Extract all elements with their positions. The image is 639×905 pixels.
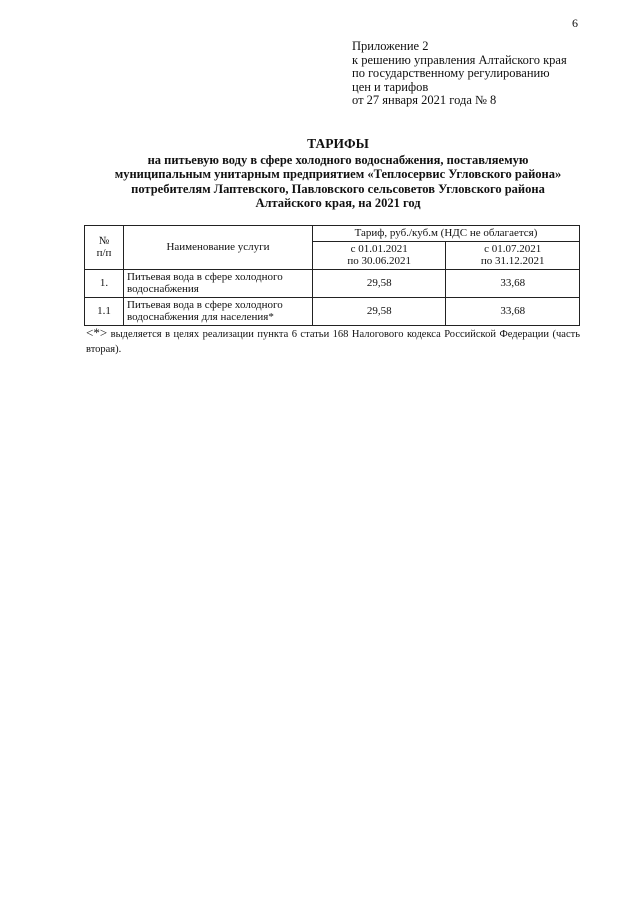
- row-value-1: 29,58: [313, 269, 446, 297]
- header-service: Наименование услуги: [124, 226, 313, 270]
- footnote: [86, 325, 580, 357]
- page-number: 6: [572, 16, 578, 30]
- title-line: на питьевую воду в сфере холодного водоснабжения, поставляемую: [147, 152, 529, 167]
- annex-line: Приложение 2: [352, 39, 429, 53]
- tariffs-table: [84, 225, 580, 326]
- table-header-row: [85, 226, 580, 242]
- row-service-line2: водоснабжения: [127, 283, 199, 295]
- row-service: [124, 297, 313, 325]
- row-value-1: 29,58: [313, 297, 446, 325]
- annex-header: [352, 40, 567, 108]
- footnote-text: выделяется в целях реализации пункта 6 статьи 168 Налогового кодекса Российской Федерации (часть вторая).: [86, 329, 580, 355]
- table-row: [85, 297, 580, 325]
- period-2-from: с 01.07.2021: [484, 242, 542, 255]
- period-1-to: по 30.06.2021: [347, 255, 412, 267]
- header-num-line2: п/п: [96, 247, 112, 260]
- title-line: муниципальным унитарным предприятием «Теплосервис Угловского района»: [114, 167, 562, 182]
- title-heading: ТАРИФЫ: [307, 136, 369, 151]
- row-service-line2: водоснабжения для населения*: [127, 311, 274, 323]
- annex-line: цен и тарифов: [352, 79, 429, 94]
- annex-line: от 27 января 2021 года № 8: [352, 93, 497, 108]
- header-num: [85, 226, 124, 270]
- row-num: 1.1: [85, 297, 124, 325]
- header-tariff: Тариф, руб./куб.м (НДС не облагается): [313, 226, 580, 242]
- period-1-from: с 01.01.2021: [350, 242, 408, 255]
- header-period-1: [313, 241, 446, 269]
- row-service: [124, 269, 313, 297]
- period-2-to: по 31.12.2021: [480, 255, 545, 267]
- row-service-line1: Питьевая вода в сфере холодного: [127, 270, 283, 283]
- title-line: Алтайского края, на 2021 год: [255, 196, 421, 211]
- row-value-2: 33,68: [446, 297, 580, 325]
- annex-line: по государственному регулированию: [352, 66, 550, 81]
- row-value-2: 33,68: [446, 269, 580, 297]
- table-row: [85, 269, 580, 297]
- row-service-line1: Питьевая вода в сфере холодного: [127, 298, 283, 311]
- title-line: потребителям Лаптевского, Павловского сельсоветов Угловского района: [131, 181, 545, 196]
- header-period-2: [446, 241, 580, 269]
- footnote-mark: <*>: [86, 325, 108, 340]
- document-title: [60, 137, 616, 211]
- row-num: 1.: [85, 269, 124, 297]
- header-num-line1: №: [98, 234, 110, 247]
- annex-line: к решению управления Алтайского края: [352, 52, 567, 67]
